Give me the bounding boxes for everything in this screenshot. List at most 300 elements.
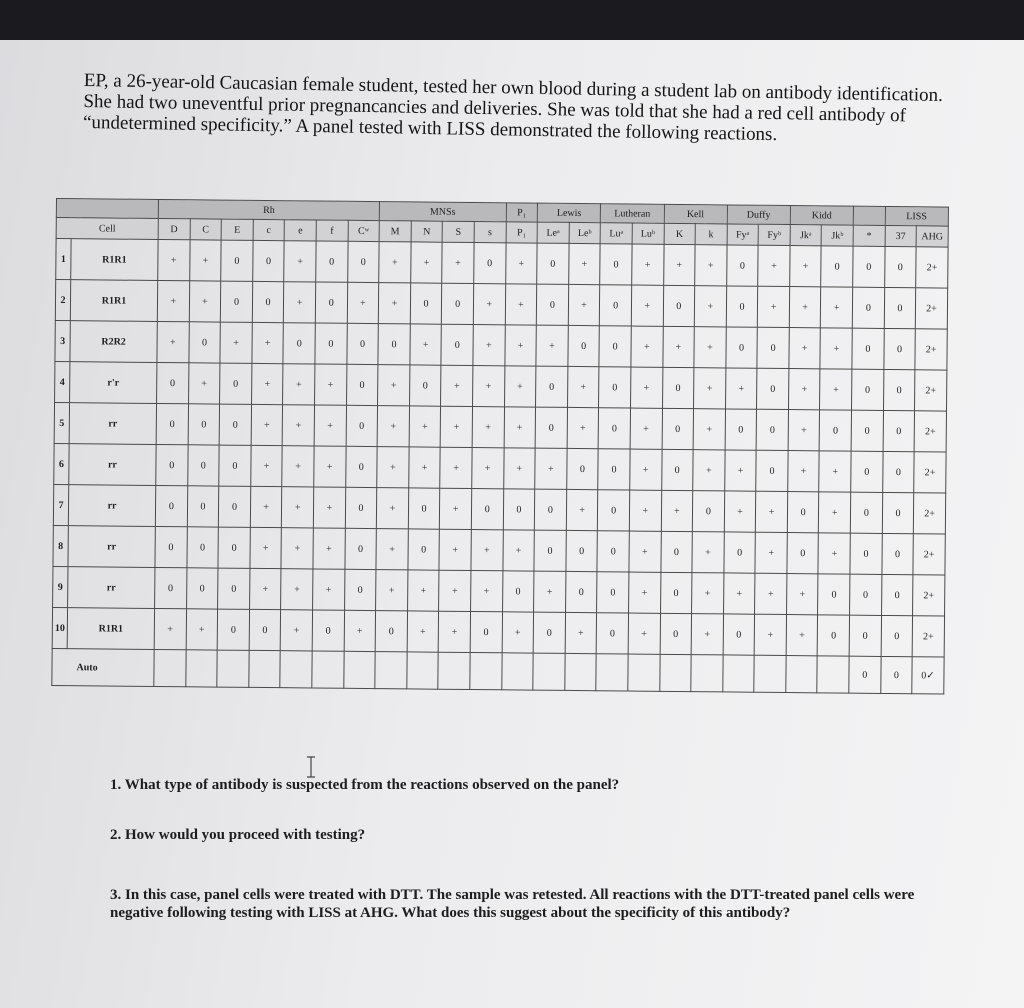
panel-reaction-cell: 2+ bbox=[916, 247, 948, 288]
question-1: 1. What type of antibody is suspected from the reactions observed on the panel? bbox=[110, 777, 620, 793]
panel-reaction-cell: + bbox=[819, 492, 851, 533]
panel-reaction-cell: + bbox=[628, 613, 660, 654]
panel-reaction-cell: 0 bbox=[312, 610, 344, 651]
panel-reaction-cell: + bbox=[789, 328, 821, 369]
panel-reaction-cell: + bbox=[440, 447, 472, 488]
panel-reaction-cell: + bbox=[724, 450, 756, 491]
panel-reaction-cell: 0 bbox=[660, 531, 692, 572]
panel-antigen-header: Leᵇ bbox=[569, 222, 601, 243]
panel-reaction-cell: 0 bbox=[881, 574, 913, 615]
panel-reaction-cell: 2+ bbox=[914, 411, 946, 452]
panel-reaction-cell: 0 bbox=[534, 530, 566, 571]
panel-reaction-cell: + bbox=[220, 322, 252, 363]
panel-antigen-header: Jkᵇ bbox=[822, 225, 854, 246]
panel-reaction-cell: 0 bbox=[756, 450, 788, 491]
panel-reaction-cell: 0 bbox=[315, 282, 347, 323]
panel-reaction-cell: 2+ bbox=[914, 452, 946, 493]
panel-reaction-cell: + bbox=[407, 611, 439, 652]
panel-reaction-cell: 0 bbox=[726, 327, 758, 368]
panel-auto-cell: 0 bbox=[880, 656, 912, 693]
panel-reaction-cell: + bbox=[567, 366, 599, 407]
panel-group-header: Rh bbox=[158, 199, 379, 220]
panel-auto-cell bbox=[722, 655, 754, 692]
panel-reaction-cell: 0 bbox=[660, 572, 692, 613]
panel-auto-cell bbox=[407, 652, 439, 689]
panel-reaction-cell: 0 bbox=[219, 404, 251, 445]
panel-reaction-cell: 0 bbox=[503, 489, 535, 530]
panel-cell-header: Cell bbox=[56, 218, 158, 240]
panel-reaction-cell: 0 bbox=[408, 488, 440, 529]
panel-reaction-cell: + bbox=[252, 322, 284, 363]
panel-auto-cell bbox=[817, 656, 849, 693]
panel-group-header: Duffy bbox=[727, 205, 790, 225]
panel-auto-cell bbox=[217, 650, 249, 687]
panel-antigen-header: Jkᵃ bbox=[790, 225, 822, 246]
panel-reaction-cell: 0 bbox=[347, 241, 379, 282]
panel-auto-cell bbox=[596, 654, 628, 691]
panel-reaction-cell: 0 bbox=[345, 528, 377, 569]
panel-reaction-cell: 0 bbox=[882, 533, 914, 574]
panel-auto-cell bbox=[438, 652, 470, 689]
panel-reaction-cell: + bbox=[281, 569, 313, 610]
panel-reaction-cell: 0 bbox=[535, 407, 567, 448]
panel-reaction-cell: + bbox=[377, 406, 409, 447]
panel-reaction-cell: 0 bbox=[726, 245, 758, 286]
panel-row-cell-type: rr bbox=[68, 526, 155, 568]
case-description bbox=[83, 70, 964, 148]
panel-reaction-cell: + bbox=[790, 246, 822, 287]
panel-reaction-cell: 0 bbox=[315, 323, 347, 364]
antibody-panel-table bbox=[51, 198, 948, 695]
panel-reaction-cell: + bbox=[786, 615, 818, 656]
panel-reaction-cell: 0 bbox=[217, 609, 249, 650]
panel-reaction-cell: + bbox=[692, 573, 724, 614]
panel-reaction-cell: 2+ bbox=[913, 575, 945, 616]
panel-reaction-cell: 0 bbox=[470, 611, 502, 652]
panel-reaction-cell: + bbox=[534, 571, 566, 612]
panel-reaction-cell: + bbox=[821, 287, 853, 328]
panel-reaction-cell: + bbox=[788, 410, 820, 451]
panel-reaction-cell: + bbox=[376, 529, 408, 570]
panel-reaction-cell: + bbox=[632, 244, 664, 285]
panel-reaction-cell: 0 bbox=[157, 362, 189, 403]
panel-antigen-header: E bbox=[221, 219, 253, 240]
panel-reaction-cell: 0 bbox=[663, 285, 695, 326]
panel-reaction-cell: + bbox=[694, 327, 726, 368]
panel-reaction-cell: 0 bbox=[565, 571, 597, 612]
panel-reaction-cell: 0 bbox=[442, 283, 474, 324]
panel-reaction-cell: 0 bbox=[316, 241, 348, 282]
panel-reaction-cell: + bbox=[504, 407, 536, 448]
panel-reaction-cell: 0 bbox=[566, 448, 598, 489]
panel-reaction-cell: + bbox=[410, 324, 442, 365]
panel-reaction-cell: + bbox=[661, 490, 693, 531]
panel-reaction-cell: 0 bbox=[883, 410, 915, 451]
panel-reaction-cell: + bbox=[535, 448, 567, 489]
panel-auto-cell bbox=[312, 651, 344, 688]
panel-auto-label: Auto bbox=[52, 648, 154, 686]
panel-reaction-cell: 0 bbox=[598, 449, 630, 490]
panel-reaction-cell: 0 bbox=[375, 611, 407, 652]
panel-reaction-cell: 0 bbox=[726, 286, 758, 327]
panel-reaction-cell: 0 bbox=[882, 492, 914, 533]
panel-reaction-cell: 0 bbox=[502, 571, 534, 612]
panel-reaction-cell: + bbox=[440, 406, 472, 447]
panel-reaction-cell: + bbox=[251, 363, 283, 404]
panel-reaction-cell: 0 bbox=[597, 531, 629, 572]
panel-reaction-cell: + bbox=[314, 405, 346, 446]
panel-auto-cell bbox=[375, 652, 407, 689]
panel-reaction-cell: 0 bbox=[187, 486, 219, 527]
panel-reaction-cell: 0 bbox=[820, 410, 852, 451]
panel-auto-cell bbox=[691, 655, 723, 692]
panel-reaction-cell: + bbox=[629, 490, 661, 531]
panel-reaction-cell: 0 bbox=[219, 445, 251, 486]
panel-reaction-cell: 0 bbox=[283, 323, 315, 364]
panel-reaction-cell: 0 bbox=[187, 445, 219, 486]
panel-antigen-header: Fyᵃ bbox=[727, 224, 759, 245]
panel-antigen-header: * bbox=[853, 225, 885, 246]
panel-reaction-cell: + bbox=[536, 325, 568, 366]
panel-auto-row bbox=[52, 648, 944, 694]
case-description-text: EP, a 26-year-old Caucasian female student, tested her own blood during a student lab on antibody identification. She had two uneventful prior pregnancancies and deliveries. She was told that she had a red cell antibody of “undetermined specificity.” A panel tested with LISS demonstrated the following reactions. bbox=[82, 70, 944, 146]
panel-reaction-cell: + bbox=[186, 609, 218, 650]
panel-reaction-cell: + bbox=[755, 573, 787, 614]
panel-antigen-header: 37 bbox=[885, 225, 917, 246]
panel-reaction-cell: + bbox=[473, 325, 505, 366]
panel-reaction-cell: 2+ bbox=[915, 329, 947, 370]
panel-reaction-cell: + bbox=[631, 285, 663, 326]
panel-reaction-cell: 0 bbox=[344, 569, 376, 610]
panel-reaction-cell: 0 bbox=[533, 612, 565, 653]
panel-reaction-cell: + bbox=[472, 366, 504, 407]
panel-antigen-header: K bbox=[664, 223, 696, 244]
panel-reaction-cell: + bbox=[376, 570, 408, 611]
panel-reaction-cell: 0 bbox=[566, 530, 598, 571]
panel-reaction-cell: + bbox=[282, 487, 314, 528]
panel-reaction-cell: 0 bbox=[787, 533, 819, 574]
panel-reaction-cell: + bbox=[158, 239, 190, 280]
panel-reaction-cell: + bbox=[788, 369, 820, 410]
panel-reaction-cell: + bbox=[567, 407, 599, 448]
panel-reaction-cell: 0 bbox=[218, 527, 250, 568]
panel-reaction-cell: + bbox=[628, 572, 660, 613]
panel-reaction-cell: + bbox=[157, 280, 189, 321]
panel-reaction-cell: 0 bbox=[599, 367, 631, 408]
panel-reaction-cell: + bbox=[313, 528, 345, 569]
panel-reaction-cell: 0 bbox=[852, 369, 884, 410]
panel-reaction-cell: 0 bbox=[818, 615, 850, 656]
panel-reaction-cell: + bbox=[189, 281, 221, 322]
panel-reaction-cell: + bbox=[502, 612, 534, 653]
panel-reaction-cell: 0 bbox=[853, 246, 885, 287]
panel-reaction-cell: + bbox=[283, 405, 315, 446]
panel-reaction-cell: 0 bbox=[757, 327, 789, 368]
panel-reaction-cell: + bbox=[789, 287, 821, 328]
panel-reaction-cell: + bbox=[439, 570, 471, 611]
panel-reaction-cell: + bbox=[694, 286, 726, 327]
panel-row-number: 1 bbox=[56, 239, 71, 280]
panel-reaction-cell: 0 bbox=[220, 363, 252, 404]
panel-reaction-cell: + bbox=[157, 321, 189, 362]
antibody-panel bbox=[51, 198, 948, 695]
panel-reaction-cell: + bbox=[758, 286, 790, 327]
panel-auto-cell bbox=[754, 655, 786, 692]
panel-reaction-cell: 0 bbox=[155, 567, 187, 608]
panel-reaction-cell: 0 bbox=[850, 574, 882, 615]
panel-reaction-cell: 0 bbox=[219, 486, 251, 527]
panel-reaction-cell: 0 bbox=[471, 489, 503, 530]
panel-reaction-cell: + bbox=[281, 610, 313, 651]
panel-reaction-cell: + bbox=[410, 242, 442, 283]
panel-reaction-cell: + bbox=[788, 451, 820, 492]
panel-reaction-cell: + bbox=[377, 447, 409, 488]
panel-reaction-cell: + bbox=[504, 366, 536, 407]
panel-antigen-header: AHG bbox=[916, 226, 948, 247]
panel-reaction-cell: + bbox=[441, 365, 473, 406]
panel-antigen-header: k bbox=[695, 224, 727, 245]
panel-reaction-cell: + bbox=[629, 531, 661, 572]
panel-row-cell-type: R2R2 bbox=[70, 321, 157, 363]
panel-reaction-cell: 0 bbox=[852, 328, 884, 369]
panel-reaction-cell: 0 bbox=[723, 614, 755, 655]
panel-reaction-cell: + bbox=[819, 451, 851, 492]
panel-reaction-cell: + bbox=[754, 614, 786, 655]
panel-antigen-header: N bbox=[411, 221, 443, 242]
panel-reaction-cell: + bbox=[154, 608, 186, 649]
panel-row-number: 10 bbox=[52, 607, 67, 648]
panel-row-number: 3 bbox=[55, 320, 70, 361]
panel-reaction-cell: 0 bbox=[378, 324, 410, 365]
panel-reaction-cell: + bbox=[379, 242, 411, 283]
panel-auto-cell bbox=[470, 652, 502, 689]
panel-reaction-cell: + bbox=[694, 368, 726, 409]
panel-reaction-cell: 0 bbox=[599, 326, 631, 367]
panel-reaction-cell: 0 bbox=[725, 409, 757, 450]
panel-auto-cell bbox=[533, 653, 565, 690]
panel-reaction-cell: 0 bbox=[474, 243, 506, 284]
panel-reaction-cell: + bbox=[471, 530, 503, 571]
panel-reaction-cell: 0 bbox=[568, 325, 600, 366]
panel-reaction-cell: + bbox=[283, 364, 315, 405]
panel-reaction-cell: + bbox=[409, 406, 441, 447]
panel-reaction-cell: + bbox=[818, 533, 850, 574]
panel-reaction-cell: 0 bbox=[881, 615, 913, 656]
panel-auto-cell bbox=[154, 649, 186, 686]
panel-reaction-cell: 0 bbox=[188, 404, 220, 445]
question-3: 3. In this case, panel cells were treated with DTT. The sample was retested. All reactions with the DTT-treated panel cells were negative following testing with LISS at AHG. What does this suggest about the specificity of this antibody? bbox=[110, 887, 915, 921]
panel-row-cell-type: R1R1 bbox=[67, 608, 154, 650]
panel-reaction-cell: 0 bbox=[883, 369, 915, 410]
panel-reaction-cell: 0 bbox=[600, 285, 632, 326]
panel-reaction-cell: + bbox=[692, 532, 724, 573]
panel-reaction-cell: 0 bbox=[221, 281, 253, 322]
panel-antigen-header: Fyᵇ bbox=[758, 224, 790, 245]
panel-group-header: Lutheran bbox=[601, 204, 664, 224]
panel-reaction-cell: + bbox=[347, 282, 379, 323]
panel-reaction-cell: 0 bbox=[600, 244, 632, 285]
panel-reaction-cell: 0 bbox=[252, 240, 284, 281]
panel-reaction-cell: 2+ bbox=[915, 370, 947, 411]
panel-row-cell-type: R1R1 bbox=[71, 239, 158, 281]
panel-reaction-cell: + bbox=[188, 363, 220, 404]
panel-reaction-cell: + bbox=[470, 570, 502, 611]
panel-reaction-cell: 0 bbox=[252, 281, 284, 322]
panel-reaction-cell: 0 bbox=[787, 492, 819, 533]
panel-reaction-cell: 0 bbox=[345, 446, 377, 487]
text-cursor-icon bbox=[306, 756, 316, 778]
panel-reaction-cell: + bbox=[693, 409, 725, 450]
panel-reaction-cell: + bbox=[503, 448, 535, 489]
panel-reaction-cell: + bbox=[313, 569, 345, 610]
panel-reaction-cell: + bbox=[439, 611, 471, 652]
panel-reaction-cell: + bbox=[755, 532, 787, 573]
panel-reaction-cell: + bbox=[251, 404, 283, 445]
panel-reaction-cell: + bbox=[440, 488, 472, 529]
panel-antigen-header: D bbox=[158, 218, 190, 239]
panel-reaction-cell: + bbox=[662, 326, 694, 367]
panel-auto-cell bbox=[501, 653, 533, 690]
panel-reaction-cell: 0 bbox=[221, 240, 253, 281]
panel-reaction-cell: + bbox=[756, 491, 788, 532]
panel-auto-cell bbox=[280, 651, 312, 688]
panel-antigen-header: P₁ bbox=[506, 222, 538, 243]
panel-row-number: 6 bbox=[54, 443, 69, 484]
panel-reaction-cell: + bbox=[502, 530, 534, 571]
panel-group-header: Kidd bbox=[790, 206, 853, 226]
panel-reaction-cell: 0 bbox=[852, 287, 884, 328]
panel-reaction-cell: + bbox=[568, 243, 600, 284]
panel-row-cell-type: rr bbox=[69, 444, 156, 486]
panel-reaction-cell: + bbox=[189, 240, 221, 281]
panel-reaction-cell: + bbox=[725, 368, 757, 409]
panel-reaction-cell: 0 bbox=[534, 489, 566, 530]
panel-reaction-cell: 0 bbox=[849, 615, 881, 656]
panel-antigen-header: Leᵃ bbox=[537, 222, 569, 243]
panel-reaction-cell: 0 bbox=[155, 526, 187, 567]
panel-auto-cell bbox=[565, 653, 597, 690]
panel-antigen-header: f bbox=[316, 220, 348, 241]
panel-reaction-cell: 0 bbox=[155, 485, 187, 526]
panel-reaction-cell: 0 bbox=[536, 284, 568, 325]
panel-reaction-cell: + bbox=[630, 449, 662, 490]
panel-reaction-cell: 0 bbox=[661, 449, 693, 490]
panel-reaction-cell: + bbox=[663, 244, 695, 285]
panel-reaction-cell: + bbox=[758, 245, 790, 286]
panel-reaction-cell: + bbox=[723, 573, 755, 614]
panel-reaction-cell: 0 bbox=[662, 408, 694, 449]
panel-reaction-cell: 0 bbox=[409, 365, 441, 406]
panel-reaction-cell: 0 bbox=[851, 451, 883, 492]
panel-auto-cell bbox=[659, 654, 691, 691]
panel-reaction-cell: + bbox=[313, 487, 345, 528]
panel-reaction-cell: + bbox=[282, 446, 314, 487]
panel-reaction-cell: 0 bbox=[441, 324, 473, 365]
panel-reaction-cell: + bbox=[378, 365, 410, 406]
panel-reaction-cell: 0 bbox=[692, 491, 724, 532]
panel-reaction-cell: 0 bbox=[850, 492, 882, 533]
panel-reaction-cell: 0 bbox=[851, 410, 883, 451]
panel-reaction-cell: + bbox=[378, 283, 410, 324]
panel-reaction-cell: + bbox=[695, 245, 727, 286]
panel-auto-cell: 0 bbox=[849, 656, 881, 693]
panel-reaction-cell: 0 bbox=[884, 328, 916, 369]
panel-group-header: LISS bbox=[885, 206, 948, 226]
panel-reaction-cell: + bbox=[439, 529, 471, 570]
panel-row-number: 5 bbox=[54, 402, 69, 443]
panel-reaction-cell: 0 bbox=[757, 368, 789, 409]
panel-group-header bbox=[56, 199, 158, 219]
panel-reaction-cell: + bbox=[504, 325, 536, 366]
panel-group-header: Kell bbox=[664, 204, 727, 224]
panel-reaction-cell: 0 bbox=[218, 568, 250, 609]
panel-antigen-header: Luᵃ bbox=[600, 223, 632, 244]
panel-reaction-cell: 0 bbox=[189, 322, 221, 363]
panel-reaction-cell: 2+ bbox=[914, 493, 946, 534]
panel-auto-cell bbox=[249, 650, 281, 687]
panel-reaction-cell: 0 bbox=[537, 243, 569, 284]
panel-reaction-cell: 0 bbox=[598, 490, 630, 531]
panel-reaction-cell: 0 bbox=[596, 613, 628, 654]
panel-reaction-cell: + bbox=[505, 243, 537, 284]
panel-antigen-header: Luᵇ bbox=[632, 223, 664, 244]
panel-reaction-cell: 0 bbox=[346, 405, 378, 446]
panel-reaction-cell: + bbox=[472, 448, 504, 489]
panel-reaction-cell: + bbox=[250, 527, 282, 568]
panel-reaction-cell: 0 bbox=[186, 568, 218, 609]
panel-reaction-cell: + bbox=[786, 574, 818, 615]
panel-row-cell-type: rr bbox=[68, 567, 155, 609]
panel-auto-cell bbox=[343, 651, 375, 688]
panel-reaction-cell: + bbox=[565, 612, 597, 653]
panel-reaction-cell: + bbox=[251, 445, 283, 486]
panel-reaction-cell: 0 bbox=[818, 574, 850, 615]
panel-reaction-cell: 0 bbox=[850, 533, 882, 574]
panel-reaction-cell: 0 bbox=[345, 487, 377, 528]
panel-row-cell-type: R1R1 bbox=[70, 280, 157, 322]
panel-reaction-cell: 0 bbox=[724, 532, 756, 573]
question-2: 2. How would you proceed with testing? bbox=[110, 827, 366, 843]
panel-row-number: 8 bbox=[53, 525, 68, 566]
panel-reaction-cell: 0 bbox=[884, 246, 916, 287]
panel-group-header: P₁ bbox=[506, 203, 538, 222]
worksheet-page bbox=[0, 40, 1024, 1008]
panel-reaction-cell: + bbox=[281, 528, 313, 569]
panel-reaction-cell: + bbox=[820, 369, 852, 410]
panel-reaction-cell: + bbox=[820, 328, 852, 369]
panel-row-number: 9 bbox=[53, 566, 68, 607]
panel-auto-cell bbox=[786, 656, 818, 693]
panel-row-number: 2 bbox=[55, 280, 70, 321]
panel-row-cell-type: r'r bbox=[70, 362, 157, 404]
panel-reaction-cell: 0 bbox=[408, 529, 440, 570]
panel-reaction-cell: 0 bbox=[249, 609, 281, 650]
panel-reaction-cell: + bbox=[314, 364, 346, 405]
panel-auto-cell bbox=[185, 650, 217, 687]
panel-reaction-cell: + bbox=[691, 614, 723, 655]
panel-reaction-cell: 0 bbox=[187, 527, 219, 568]
panel-reaction-cell: + bbox=[284, 241, 316, 282]
panel-reaction-cell: 0 bbox=[410, 283, 442, 324]
panel-reaction-cell: + bbox=[630, 367, 662, 408]
panel-antigen-header: Cʷ bbox=[348, 220, 380, 241]
panel-antigen-header: e bbox=[284, 220, 316, 241]
panel-auto-cell: 0✓ bbox=[912, 657, 944, 694]
panel-reaction-cell: 0 bbox=[156, 403, 188, 444]
panel-reaction-cell: + bbox=[442, 242, 474, 283]
panel-reaction-cell: + bbox=[724, 491, 756, 532]
panel-reaction-cell: 0 bbox=[346, 323, 378, 364]
